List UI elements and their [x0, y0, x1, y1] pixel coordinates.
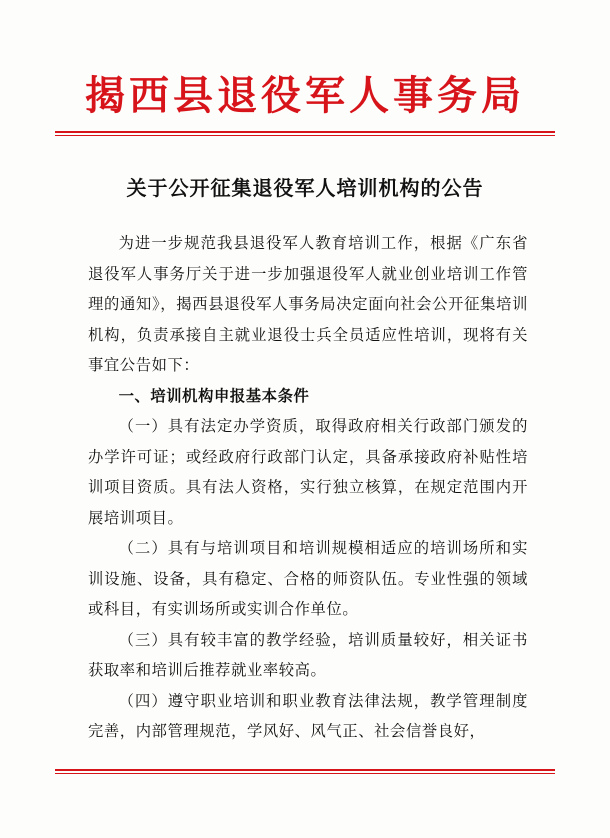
- condition-paragraph: （三）具有较丰富的教学经验，培训质量较好，相关证书获取率和培训后推荐就业率较高。: [88, 630, 528, 679]
- document-body: [88, 228, 528, 747]
- letterhead-rule-thick: [55, 131, 555, 133]
- agency-letterhead: 揭西县退役军人事务局: [85, 73, 525, 119]
- condition-paragraph: （四）遵守职业培训和职业教育法律法规，教学管理制度完善，内部管理规范，学风好、风气正、社会信誉良好，: [88, 691, 528, 740]
- footer-rule-thin: [55, 773, 555, 774]
- footer-rule-thick: [55, 769, 555, 771]
- condition-paragraph: （一）具有法定办学资质，取得政府相关行政部门颁发的办学许可证；或经政府行政部门认定，具备承接政府补贴性培训项目资质。具有法人资格，实行独立核算，在规定范围内开展培训项目。: [88, 417, 528, 527]
- section-heading: 一、培训机构申报基本条件: [118, 386, 310, 405]
- condition-paragraph: （二）具有与培训项目和培训规模相适应的培训场所和实训设施、设备，具有稳定、合格的师资队伍。专业性强的领域或科目，有实训场所或实训合作单位。: [88, 539, 528, 618]
- letterhead-rule-thin: [55, 135, 555, 136]
- intro-paragraph: 为进一步规范我县退役军人教育培训工作，根据《广东省退役军人事务厅关于进一步加强退役军人就业创业培训工作管理的通知》，揭西县退役军人事务局决定面向社会公开征集培训机构，负责承接自主就业退役士兵全员适应性培训，现将有关事宜公告如下：: [88, 234, 528, 374]
- document-title: 关于公开征集退役军人培训机构的公告: [126, 176, 484, 200]
